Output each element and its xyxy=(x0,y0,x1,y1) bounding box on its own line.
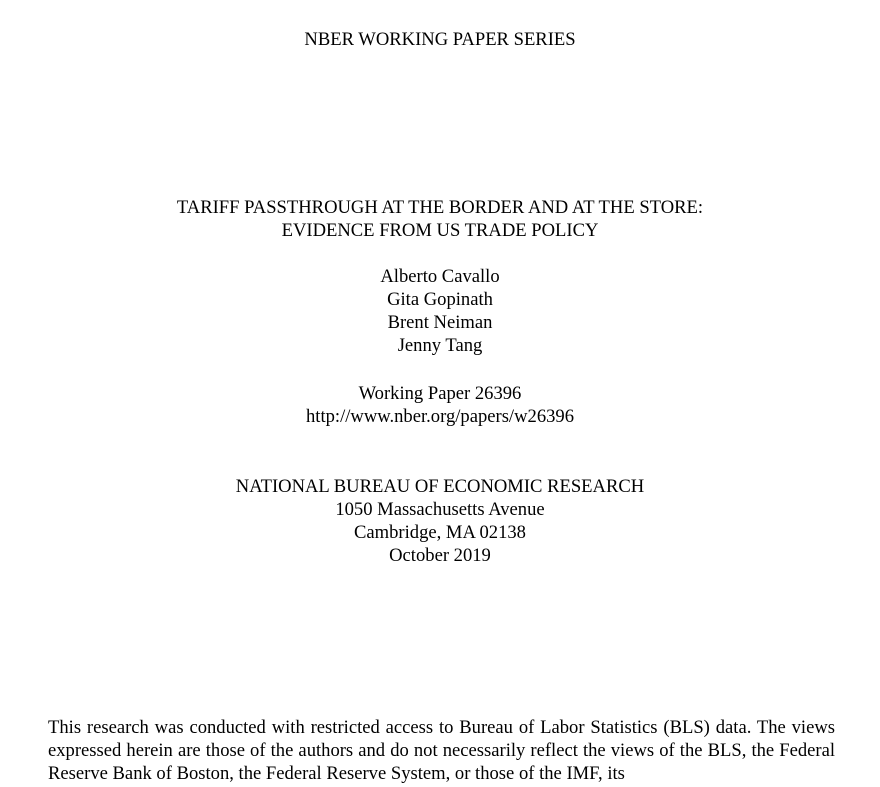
author-name: Brent Neiman xyxy=(387,312,493,333)
title-line-2: EVIDENCE FROM US TRADE POLICY xyxy=(281,220,599,241)
author-name: Jenny Tang xyxy=(397,335,483,356)
author-name: Gita Gopinath xyxy=(387,289,493,310)
working-paper-number: Working Paper 26396 xyxy=(358,383,522,404)
paper-title xyxy=(0,196,880,242)
paper-info xyxy=(0,382,880,428)
publisher-street: 1050 Massachusetts Avenue xyxy=(335,499,545,520)
publisher-block xyxy=(0,475,880,567)
paper-url[interactable]: http://www.nber.org/papers/w26396 xyxy=(305,406,575,427)
title-line-1: TARIFF PASSTHROUGH AT THE BORDER AND AT THE STORE: xyxy=(176,197,704,218)
publication-date: October 2019 xyxy=(389,545,491,566)
series-header: NBER WORKING PAPER SERIES xyxy=(304,29,576,50)
disclaimer-paragraph: This research was conducted with restricted access to Bureau of Labor Statistics (BLS) data. The views expressed herein are those of the authors and do not necessarily reflect the views of the BLS, the Federal Reserve Bank of Boston, the Federal Reserve System, or those of the IMF, its xyxy=(48,717,835,785)
publisher-city: Cambridge, MA 02138 xyxy=(354,522,526,543)
author-list xyxy=(0,265,880,357)
author-name: Alberto Cavallo xyxy=(380,266,500,287)
publisher-name: NATIONAL BUREAU OF ECONOMIC RESEARCH xyxy=(235,476,645,497)
